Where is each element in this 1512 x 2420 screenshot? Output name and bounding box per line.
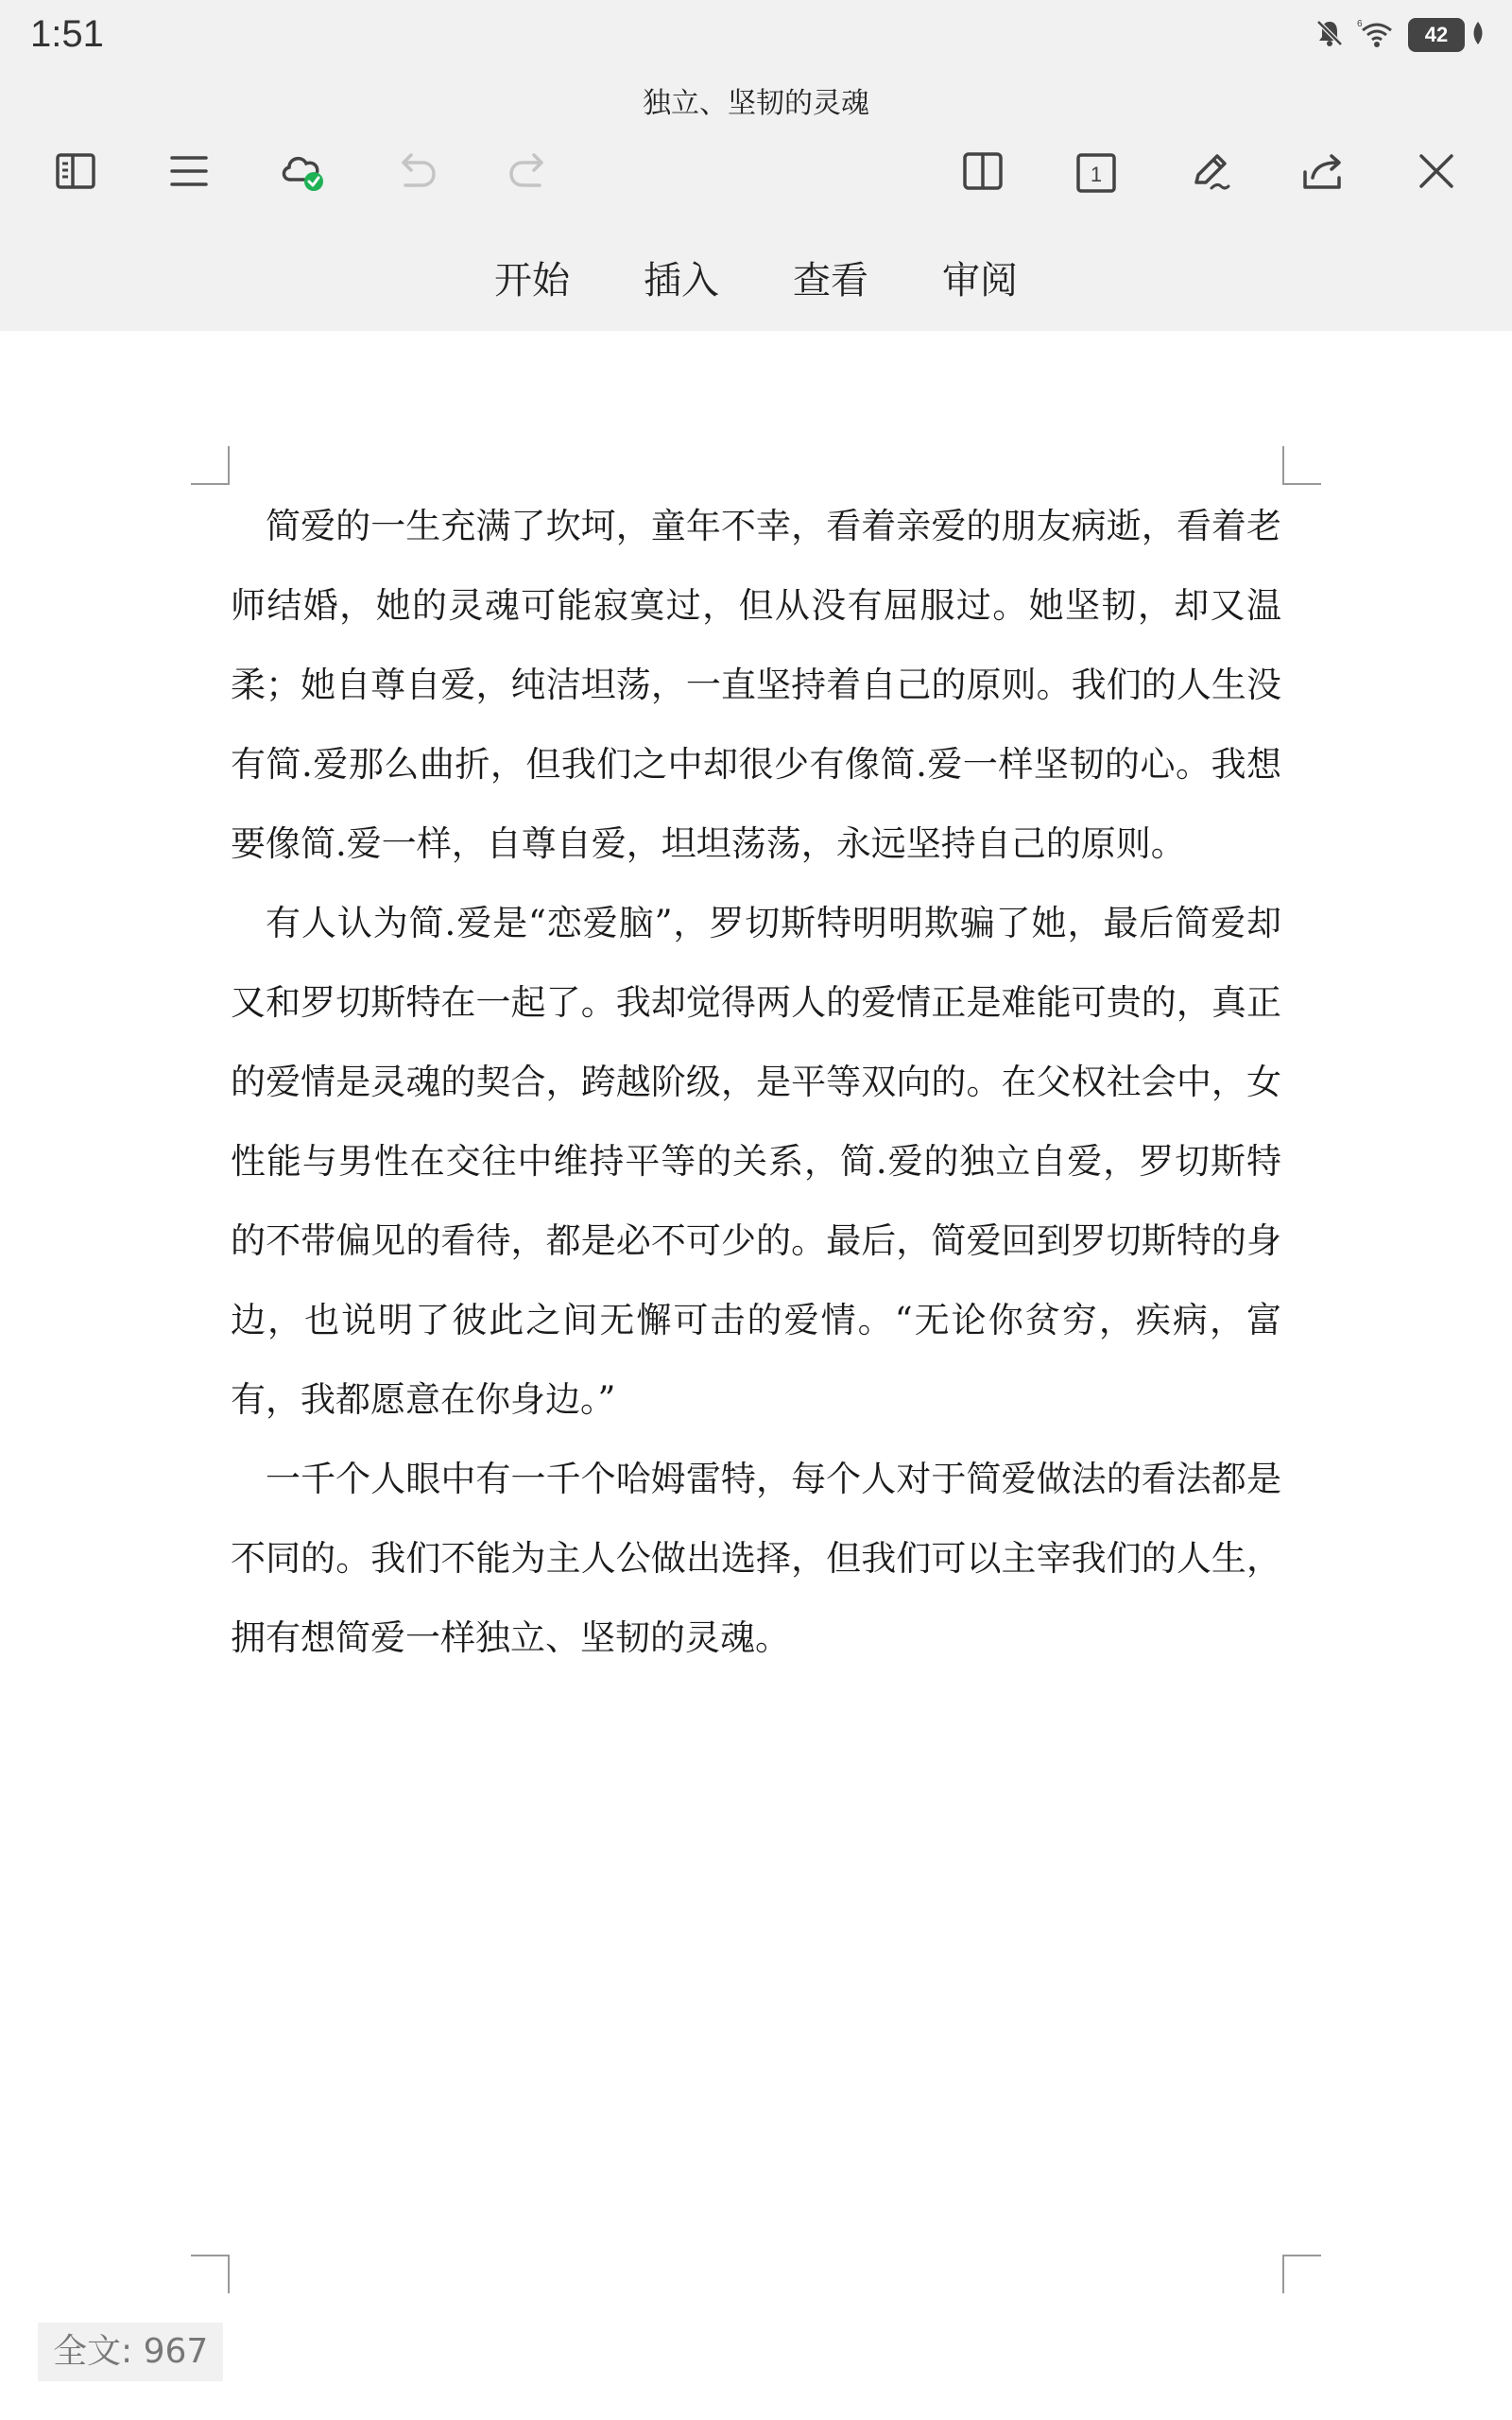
sidebar-icon <box>54 149 97 197</box>
wifi-icon <box>1357 17 1397 53</box>
tab-review[interactable]: 审阅 <box>942 259 1018 302</box>
ribbon-tabs <box>0 251 1512 304</box>
menu-icon <box>167 149 211 197</box>
tab-view[interactable]: 查看 <box>793 259 868 302</box>
split-view-icon <box>961 149 1005 197</box>
share-icon <box>1299 149 1347 197</box>
margin-corner-bottom-right <box>1281 2254 1323 2295</box>
margin-corner-top-left <box>189 444 231 486</box>
margin-corner-bottom-left <box>189 2254 231 2295</box>
tab-start[interactable]: 开始 <box>494 259 570 302</box>
redo-button[interactable] <box>493 137 565 209</box>
page-indicator-button[interactable] <box>1060 137 1132 209</box>
paragraph: 一千个人眼中有一千个哈姆雷特，每个人对于简爱做法的看法都是不同的。我们不能为主人公做出选择，但我们可以主宰我们的人生，拥有想简爱一样独立、坚韧的灵魂。 <box>231 1459 1281 1658</box>
page-number: 1 <box>1090 163 1103 186</box>
menu-button[interactable] <box>153 137 225 209</box>
document-body[interactable] <box>231 487 1281 1678</box>
split-view-button[interactable] <box>947 137 1019 209</box>
top-bar <box>0 0 1512 331</box>
redo-icon <box>506 149 553 197</box>
close-button[interactable] <box>1400 137 1472 209</box>
status-time: 1:51 <box>30 13 104 55</box>
svg-text:6: 6 <box>1357 19 1363 29</box>
leaf-icon <box>1470 20 1486 50</box>
paragraph: 简爱的一生充满了坎坷，童年不幸，看着亲爱的朋友病逝，看着老师结婚，她的灵魂可能寂寞过，但从没有屈服过。她坚韧，却又温柔；她自尊自爱，纯洁坦荡，一直坚持着自己的原则。我们的人生没有简.爱那么曲折，但我们之中却很少有像简.爱一样坚韧的心。我想要像简.爱一样，自尊自爱，坦坦荡荡，永远坚持自己的原则。 <box>231 506 1281 864</box>
tab-insert[interactable]: 插入 <box>644 259 719 302</box>
status-icons <box>1314 17 1486 53</box>
mute-bell-icon <box>1314 17 1346 53</box>
undo-icon <box>392 149 439 197</box>
edit-pen-icon <box>1187 148 1232 198</box>
battery-indicator <box>1408 18 1486 52</box>
close-icon <box>1415 149 1458 197</box>
cloud-sync-button[interactable] <box>266 137 338 209</box>
edit-button[interactable] <box>1174 137 1246 209</box>
share-button[interactable] <box>1287 137 1359 209</box>
margin-corner-top-right <box>1281 444 1323 486</box>
toolbar <box>0 137 1512 213</box>
paragraph: 有人认为简.爱是“恋爱脑”，罗切斯特明明欺骗了她，最后简爱却又和罗切斯特在一起了。我却觉得两人的爱情正是难能可贵的，真正的爱情是灵魂的契合，跨越阶级，是平等双向的。在父权社会中，女性能与男性在交往中维持平等的关系，简.爱的独立自爱，罗切斯特的不带偏见的看待，都是必不可少的。最后，简爱回到罗切斯特的身边，也说明了彼此之间无懈可击的爱情。“无论你贫穷，疾病，富有，我都愿意在你身边。” <box>231 903 1281 1420</box>
page-number-icon <box>1074 151 1118 195</box>
battery-level: 42 <box>1408 18 1465 52</box>
cloud-synced-icon <box>278 147 327 199</box>
sidebar-toggle-button[interactable] <box>40 137 112 209</box>
document-title: 独立、坚韧的灵魂 <box>643 87 869 120</box>
undo-button[interactable] <box>380 137 452 209</box>
word-count-badge[interactable]: 全文: 967 <box>38 2323 223 2381</box>
